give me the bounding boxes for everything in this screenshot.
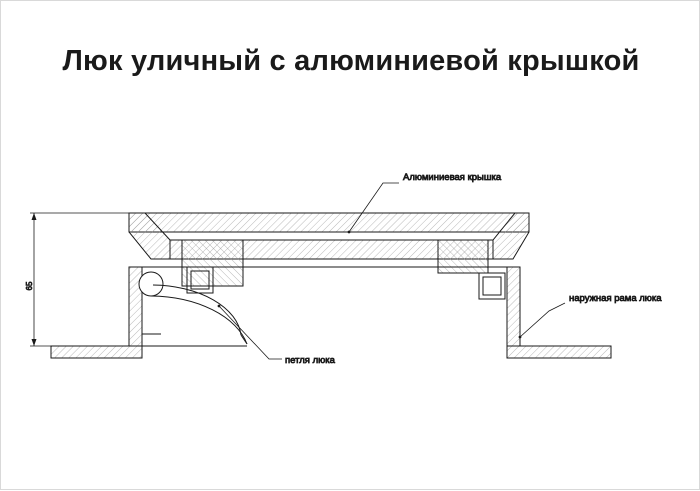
callout-outer-frame [519,293,663,338]
callout-label-outer-frame: наружная рама люка [569,293,662,304]
dimension-label-height: 65 [25,281,34,291]
callout-label-lid: Алюминиевая крышка [403,172,502,183]
page-title: Люк уличный с алюминиевой крышкой [62,45,640,77]
outer-frame-profile [51,267,611,358]
dimension-height [25,213,129,346]
callout-hinge [218,305,336,366]
technical-drawing [1,1,700,491]
callout-label-hinge: петля люка [285,355,335,366]
